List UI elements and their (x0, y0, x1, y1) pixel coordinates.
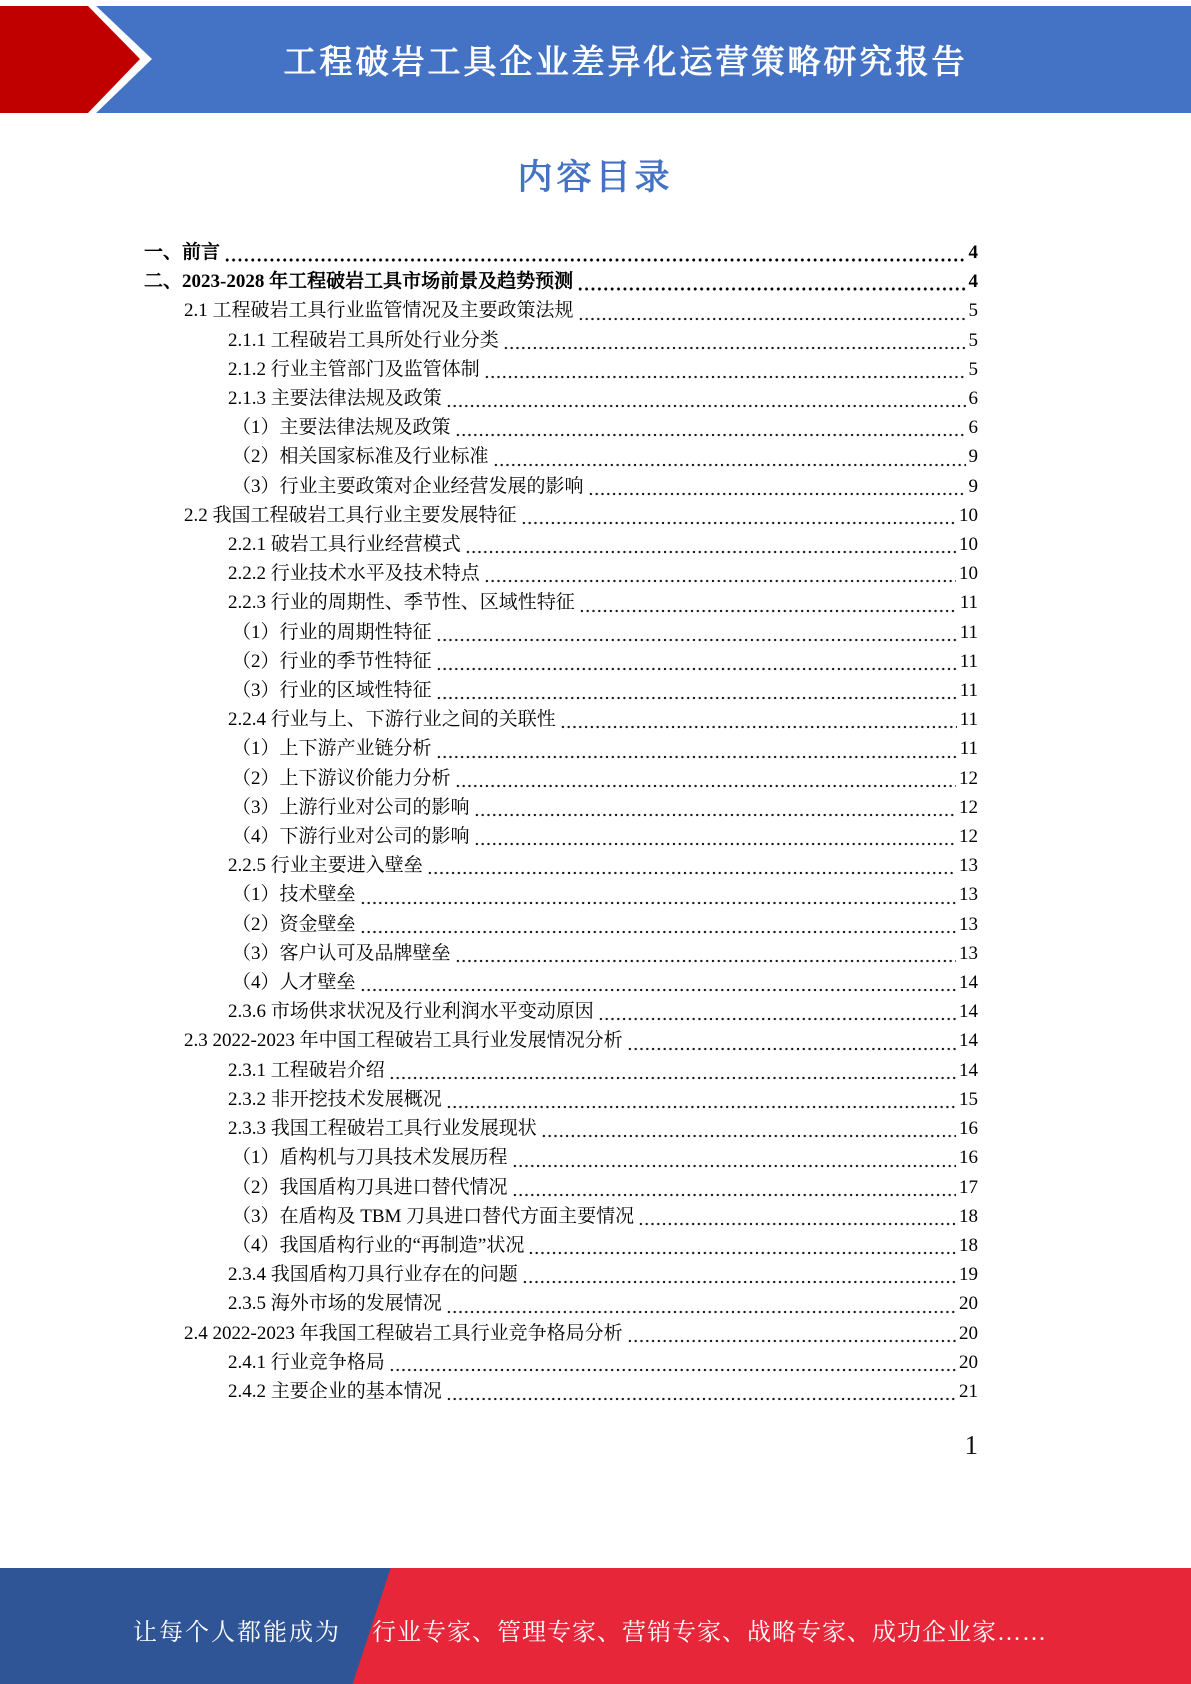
toc-entry-page: 20 (959, 1351, 978, 1373)
toc-entry-label: 2.3.5 海外市场的发展情况 (228, 1293, 442, 1315)
toc-entry-label: 2.3.6 市场供求状况及行业利润水平变动原因 (228, 1001, 594, 1023)
toc-list (144, 238, 978, 1406)
toc-entry-page: 14 (959, 972, 978, 994)
dot-leader (436, 734, 957, 763)
dot-leader (578, 296, 966, 325)
dot-leader (588, 472, 966, 501)
toc-entry-label: （1）盾构机与刀具技术发展历程 (232, 1147, 508, 1169)
toc-entry (144, 1114, 978, 1143)
toc-entry-label: 2.3.1 工程破岩介绍 (228, 1059, 385, 1081)
toc-entry-label: （2）相关国家标准及行业标准 (232, 446, 489, 468)
toc-entry-page: 20 (959, 1293, 978, 1315)
dot-leader (638, 1202, 956, 1231)
toc-entry (144, 238, 978, 267)
toc-entry-label: 2.3.3 我国工程破岩工具行业发展现状 (228, 1118, 537, 1140)
dot-leader (579, 588, 957, 617)
dot-leader (455, 939, 956, 968)
toc-entry-page: 9 (968, 475, 978, 497)
toc-entry (144, 559, 978, 588)
toc-entry-page: 14 (959, 1030, 978, 1052)
toc-heading: 内容目录 (517, 158, 674, 197)
toc-entry (144, 910, 978, 939)
dot-leader (493, 442, 966, 471)
dot-leader (224, 238, 965, 267)
footer-slogan-right: 行业专家、管理专家、营销专家、战略专家、成功企业家…… (372, 1620, 1047, 1646)
dot-leader (512, 1173, 956, 1202)
dot-leader (577, 267, 965, 296)
toc-entry (144, 1173, 978, 1202)
toc-entry-page: 18 (959, 1205, 978, 1227)
toc-entry-label: （3）在盾构及 TBM 刀具进口替代方面主要情况 (232, 1205, 635, 1227)
toc-entry-page: 11 (959, 592, 978, 614)
toc-entry (144, 1202, 978, 1231)
toc-entry-label: （1）主要法律法规及政策 (232, 417, 451, 439)
toc-entry-label: （3）行业的区域性特征 (232, 680, 432, 702)
footer-banner (0, 1568, 1191, 1684)
toc-entry-label: 2.3.2 非开挖技术发展概况 (228, 1088, 442, 1110)
toc-entry-page: 5 (968, 358, 978, 380)
toc-entry (144, 1348, 978, 1377)
dot-leader (598, 997, 956, 1026)
toc-entry (144, 764, 978, 793)
toc-entry-page: 13 (959, 942, 978, 964)
toc-entry-label: 2.2.2 行业技术水平及技术特点 (228, 563, 480, 585)
toc-entry (144, 1026, 978, 1055)
toc-entry-label: （3）客户认可及品牌壁垒 (232, 942, 451, 964)
toc-entry (144, 939, 978, 968)
toc-entry (144, 1260, 978, 1289)
toc-entry-label: 2.2.4 行业与上、下游行业之间的关联性 (228, 709, 556, 731)
report-title: 工程破岩工具企业差异化运营策略研究报告 (283, 43, 968, 80)
toc-entry-page: 11 (959, 738, 978, 760)
dot-leader (503, 326, 966, 355)
toc-entry-label: （1）技术壁垒 (232, 884, 356, 906)
toc-entry (144, 618, 978, 647)
toc-entry (144, 472, 978, 501)
toc-entry (144, 1056, 978, 1085)
toc-entry (144, 734, 978, 763)
toc-entry-label: 2.3.4 我国盾构刀具行业存在的问题 (228, 1264, 518, 1286)
toc-entry-page: 10 (959, 504, 978, 526)
toc-entry (144, 880, 978, 909)
toc-entry-page: 5 (968, 300, 978, 322)
toc-entry-page: 13 (959, 913, 978, 935)
toc-entry-label: 2.4 2022-2023 年我国工程破岩工具行业竞争格局分析 (184, 1322, 623, 1344)
toc-entry (144, 647, 978, 676)
toc-entry (144, 384, 978, 413)
dot-leader (484, 355, 966, 384)
dot-leader (436, 676, 957, 705)
toc-entry (144, 968, 978, 997)
dot-leader (528, 1231, 956, 1260)
toc-entry (144, 296, 978, 325)
toc-entry (144, 442, 978, 471)
toc-entry-page: 16 (959, 1118, 978, 1140)
toc-entry-page: 13 (959, 855, 978, 877)
toc-entry-page: 6 (968, 417, 978, 439)
toc-entry-page: 14 (959, 1001, 978, 1023)
dot-leader (446, 1377, 956, 1406)
dot-leader (455, 413, 966, 442)
toc-entry (144, 501, 978, 530)
toc-entry-label: （4）我国盾构行业的“再制造”状况 (232, 1234, 525, 1256)
dot-leader (484, 559, 956, 588)
dot-leader (436, 647, 957, 676)
toc-entry (144, 355, 978, 384)
toc-entry-label: （4）下游行业对公司的影响 (232, 826, 470, 848)
toc-entry-label: （2）我国盾构刀具进口替代情况 (232, 1176, 508, 1198)
dot-leader (389, 1056, 956, 1085)
toc-entry-page: 13 (959, 884, 978, 906)
toc-entry-label: （3）行业主要政策对企业经营发展的影响 (232, 475, 584, 497)
toc-entry-label: （2）资金壁垒 (232, 913, 356, 935)
toc-entry (144, 851, 978, 880)
dot-leader (427, 851, 956, 880)
toc-entry-page: 11 (959, 650, 978, 672)
toc-entry-page: 21 (959, 1380, 978, 1402)
toc-entry-page: 10 (959, 563, 978, 585)
dot-leader (389, 1348, 956, 1377)
toc-entry-page: 16 (959, 1147, 978, 1169)
toc-entry (144, 1377, 978, 1406)
dot-leader (436, 618, 957, 647)
toc-entry-page: 15 (959, 1088, 978, 1110)
toc-entry (144, 1289, 978, 1318)
toc-entry-page: 12 (959, 767, 978, 789)
dot-leader (455, 764, 956, 793)
toc-entry-page: 12 (959, 826, 978, 848)
toc-entry-label: 2.1 工程破岩工具行业监管情况及主要政策法规 (184, 300, 574, 322)
toc-entry (144, 997, 978, 1026)
toc-entry-label: （2）行业的季节性特征 (232, 650, 432, 672)
toc-entry-label: （3）上游行业对公司的影响 (232, 796, 470, 818)
toc-entry-label: （4）人才壁垒 (232, 972, 356, 994)
toc-entry-label: 二、2023-2028 年工程破岩工具市场前景及趋势预测 (144, 271, 574, 293)
toc-entry-label: 2.4.2 主要企业的基本情况 (228, 1380, 442, 1402)
toc-entry-page: 11 (959, 709, 978, 731)
toc-entry (144, 530, 978, 559)
dot-leader (512, 1143, 956, 1172)
toc-entry (144, 267, 978, 296)
toc-entry-page: 14 (959, 1059, 978, 1081)
toc-entry (144, 326, 978, 355)
dot-leader (474, 822, 956, 851)
toc-entry-page: 4 (968, 242, 978, 263)
toc-entry-label: 2.1.3 主要法律法规及政策 (228, 388, 442, 410)
toc-entry-page: 19 (959, 1264, 978, 1286)
toc-entry (144, 413, 978, 442)
toc-entry-page: 17 (959, 1176, 978, 1198)
toc-entry (144, 793, 978, 822)
toc-entry-label: 2.4.1 行业竞争格局 (228, 1351, 385, 1373)
page-number: 1 (964, 1430, 978, 1460)
dot-leader (360, 880, 956, 909)
toc-entry-page: 6 (968, 388, 978, 410)
dot-leader (627, 1026, 956, 1055)
toc-entry-label: 2.2.3 行业的周期性、季节性、区域性特征 (228, 592, 575, 614)
toc-entry-page: 11 (959, 621, 978, 643)
footer-slogan-left: 让每个人都能成为 (133, 1620, 341, 1646)
dot-leader (541, 1114, 956, 1143)
dot-leader (360, 910, 956, 939)
header-banner (0, 6, 1191, 113)
toc-entry (144, 1231, 978, 1260)
toc-entry-page: 11 (959, 680, 978, 702)
dot-leader (560, 705, 957, 734)
toc-entry (144, 1143, 978, 1172)
toc-entry-label: 2.1.2 行业主管部门及监管体制 (228, 358, 480, 380)
toc-entry (144, 588, 978, 617)
toc-entry-label: 2.2.5 行业主要进入壁垒 (228, 855, 423, 877)
toc-entry-page: 5 (968, 329, 978, 351)
toc-entry-page: 4 (968, 271, 978, 293)
dot-leader (474, 793, 956, 822)
toc-entry (144, 676, 978, 705)
toc-entry (144, 705, 978, 734)
toc-entry-label: （1）上下游产业链分析 (232, 738, 432, 760)
toc-entry-label: 2.2.1 破岩工具行业经营模式 (228, 534, 461, 556)
dot-leader (627, 1319, 956, 1348)
toc-entry-label: 一、前言 (144, 242, 221, 263)
toc-entry (144, 1319, 978, 1348)
toc-entry-page: 12 (959, 796, 978, 818)
toc-entry-page: 18 (959, 1234, 978, 1256)
toc-entry-page: 10 (959, 534, 978, 556)
toc-entry-page: 20 (959, 1322, 978, 1344)
toc-entry-label: （2）上下游议价能力分析 (232, 767, 451, 789)
toc-entry-page: 9 (968, 446, 978, 468)
dot-leader (465, 530, 956, 559)
toc-entry-label: （1）行业的周期性特征 (232, 621, 432, 643)
dot-leader (446, 1289, 956, 1318)
dot-leader (360, 968, 956, 997)
toc-entry-label: 2.2 我国工程破岩工具行业主要发展特征 (184, 504, 517, 526)
toc-entry-label: 2.1.1 工程破岩工具所处行业分类 (228, 329, 499, 351)
red-arrow-icon (0, 6, 160, 113)
toc-entry-label: 2.3 2022-2023 年中国工程破岩工具行业发展情况分析 (184, 1030, 623, 1052)
dot-leader (446, 384, 966, 413)
dot-leader (522, 1260, 956, 1289)
toc-entry (144, 1085, 978, 1114)
dot-leader (521, 501, 956, 530)
toc-entry (144, 822, 978, 851)
dot-leader (446, 1085, 956, 1114)
